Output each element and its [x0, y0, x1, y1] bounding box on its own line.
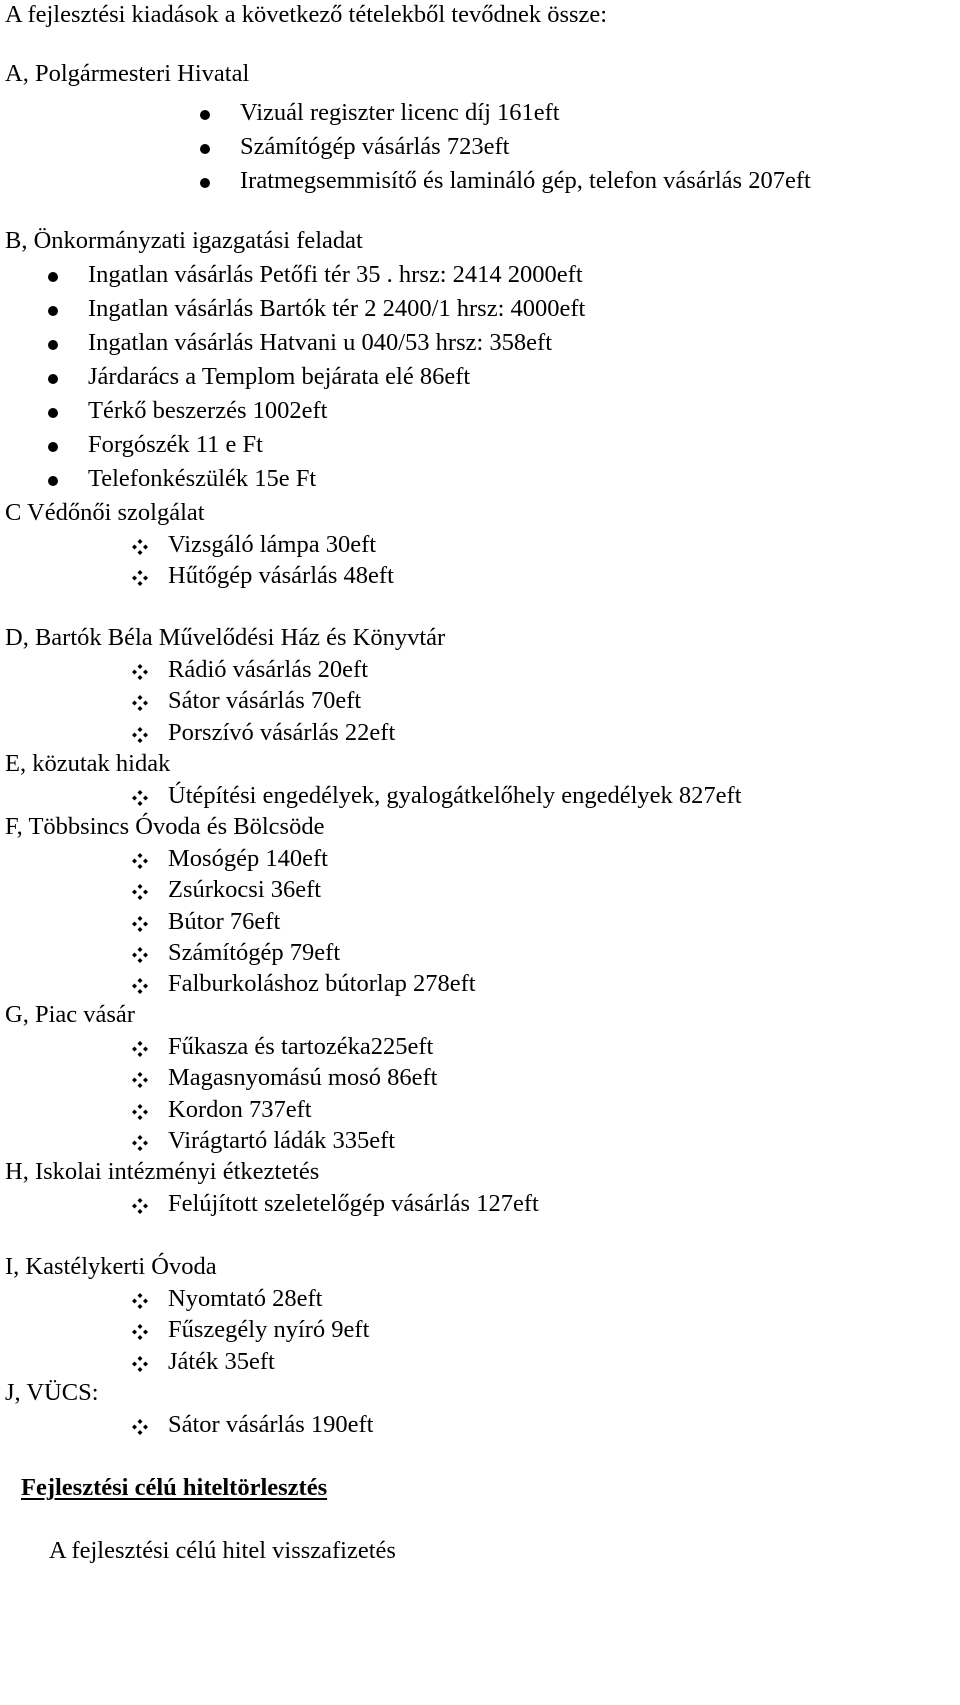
section-b-item: Járdarács a Templom bejárata elé 86eft — [88, 363, 471, 390]
section-b-item: Forgószék 11 e Ft — [88, 431, 263, 458]
section-d-item: Porszívó vásárlás 22eft — [168, 719, 396, 746]
diamond-bullet-icon — [132, 727, 148, 743]
intro-text: A fejlesztési kiadások a következő tételekből tevődnek össze: — [5, 1, 608, 28]
section-g-item: Magasnyomású mosó 86eft — [168, 1064, 438, 1091]
bullet-icon — [48, 374, 58, 384]
section-f-item: Számítógép 79eft — [168, 939, 341, 966]
section-d-item: Sátor vásárlás 70eft — [168, 687, 362, 714]
section-c-title: C Védőnői szolgálat — [5, 499, 205, 526]
section-a-title: A, Polgármesteri Hivatal — [5, 60, 250, 87]
loan-text: A fejlesztési célú hitel visszafizetés — [49, 1537, 396, 1564]
diamond-bullet-icon — [132, 884, 148, 900]
bullet-icon — [48, 408, 58, 418]
diamond-bullet-icon — [132, 790, 148, 806]
section-f-title: F, Többsincs Óvoda és Bölcsöde — [5, 813, 325, 840]
diamond-bullet-icon — [132, 1072, 148, 1088]
section-b-item: Ingatlan vásárlás Hatvani u 040/53 hrsz: 358eft — [88, 329, 553, 356]
section-g-item: Virágtartó ládák 335eft — [168, 1127, 396, 1154]
section-i-item: Fűszegély nyíró 9eft — [168, 1316, 370, 1343]
diamond-bullet-icon — [132, 1198, 148, 1214]
section-a-item: Vizuál regiszter licenc díj 161eft — [240, 99, 560, 126]
bullet-icon — [48, 476, 58, 486]
diamond-bullet-icon — [132, 1041, 148, 1057]
diamond-bullet-icon — [132, 978, 148, 994]
section-d-item: Rádió vásárlás 20eft — [168, 656, 369, 683]
section-h-title: H, Iskolai intézményi étkeztetés — [5, 1158, 320, 1185]
section-e-title: E, közutak hidak — [5, 750, 171, 777]
bullet-icon — [48, 272, 58, 282]
section-j-item: Sátor vásárlás 190eft — [168, 1411, 374, 1438]
section-b-title: B, Önkormányzati igazgatási feladat — [5, 227, 363, 254]
section-e-item: Útépítési engedélyek, gyalogátkelőhely engedélyek 827eft — [168, 782, 742, 809]
diamond-bullet-icon — [132, 853, 148, 869]
diamond-bullet-icon — [132, 1104, 148, 1120]
diamond-bullet-icon — [132, 539, 148, 555]
section-a-item: Iratmegsemmisítő és lamináló gép, telefon vásárlás 207eft — [240, 167, 811, 194]
section-g-item: Kordon 737eft — [168, 1096, 312, 1123]
section-i-title: I, Kastélykerti Óvoda — [5, 1253, 217, 1280]
section-h-item: Felújított szeletelőgép vásárlás 127eft — [168, 1190, 539, 1217]
diamond-bullet-icon — [132, 1293, 148, 1309]
bullet-icon — [200, 178, 210, 188]
diamond-bullet-icon — [132, 570, 148, 586]
section-d-title: D, Bartók Béla Művelődési Ház és Könyvtár — [5, 624, 446, 651]
section-g-item: Fűkasza és tartozéka225eft — [168, 1033, 434, 1060]
section-j-title: J, VÜCS: — [5, 1379, 99, 1406]
section-b-item: Telefonkészülék 15e Ft — [88, 465, 317, 492]
bullet-icon — [200, 110, 210, 120]
diamond-bullet-icon — [132, 916, 148, 932]
diamond-bullet-icon — [132, 947, 148, 963]
section-g-title: G, Piac vásár — [5, 1001, 135, 1028]
section-c-item: Vizsgáló lámpa 30eft — [168, 531, 377, 558]
section-b-item: Ingatlan vásárlás Petőfi tér 35 . hrsz: 2414 2000eft — [88, 261, 583, 288]
bullet-icon — [48, 442, 58, 452]
section-a-item: Számítógép vásárlás 723eft — [240, 133, 510, 160]
diamond-bullet-icon — [132, 1324, 148, 1340]
section-f-item: Falburkoláshoz bútorlap 278eft — [168, 970, 476, 997]
section-c-item: Hűtőgép vásárlás 48eft — [168, 562, 394, 589]
section-b-item: Térkő beszerzés 1002eft — [88, 397, 328, 424]
section-b-item: Ingatlan vásárlás Bartók tér 2 2400/1 hrsz: 4000eft — [88, 295, 586, 322]
section-f-item: Zsúrkocsi 36eft — [168, 876, 322, 903]
bullet-icon — [48, 306, 58, 316]
diamond-bullet-icon — [132, 664, 148, 680]
diamond-bullet-icon — [132, 1135, 148, 1151]
diamond-bullet-icon — [132, 1419, 148, 1435]
section-i-item: Játék 35eft — [168, 1348, 275, 1375]
bullet-icon — [200, 144, 210, 154]
loan-heading: Fejlesztési célú hiteltörlesztés — [21, 1474, 328, 1501]
diamond-bullet-icon — [132, 1356, 148, 1372]
section-f-item: Bútor 76eft — [168, 908, 281, 935]
section-f-item: Mosógép 140eft — [168, 845, 328, 872]
bullet-icon — [48, 340, 58, 350]
diamond-bullet-icon — [132, 695, 148, 711]
section-i-item: Nyomtató 28eft — [168, 1285, 323, 1312]
